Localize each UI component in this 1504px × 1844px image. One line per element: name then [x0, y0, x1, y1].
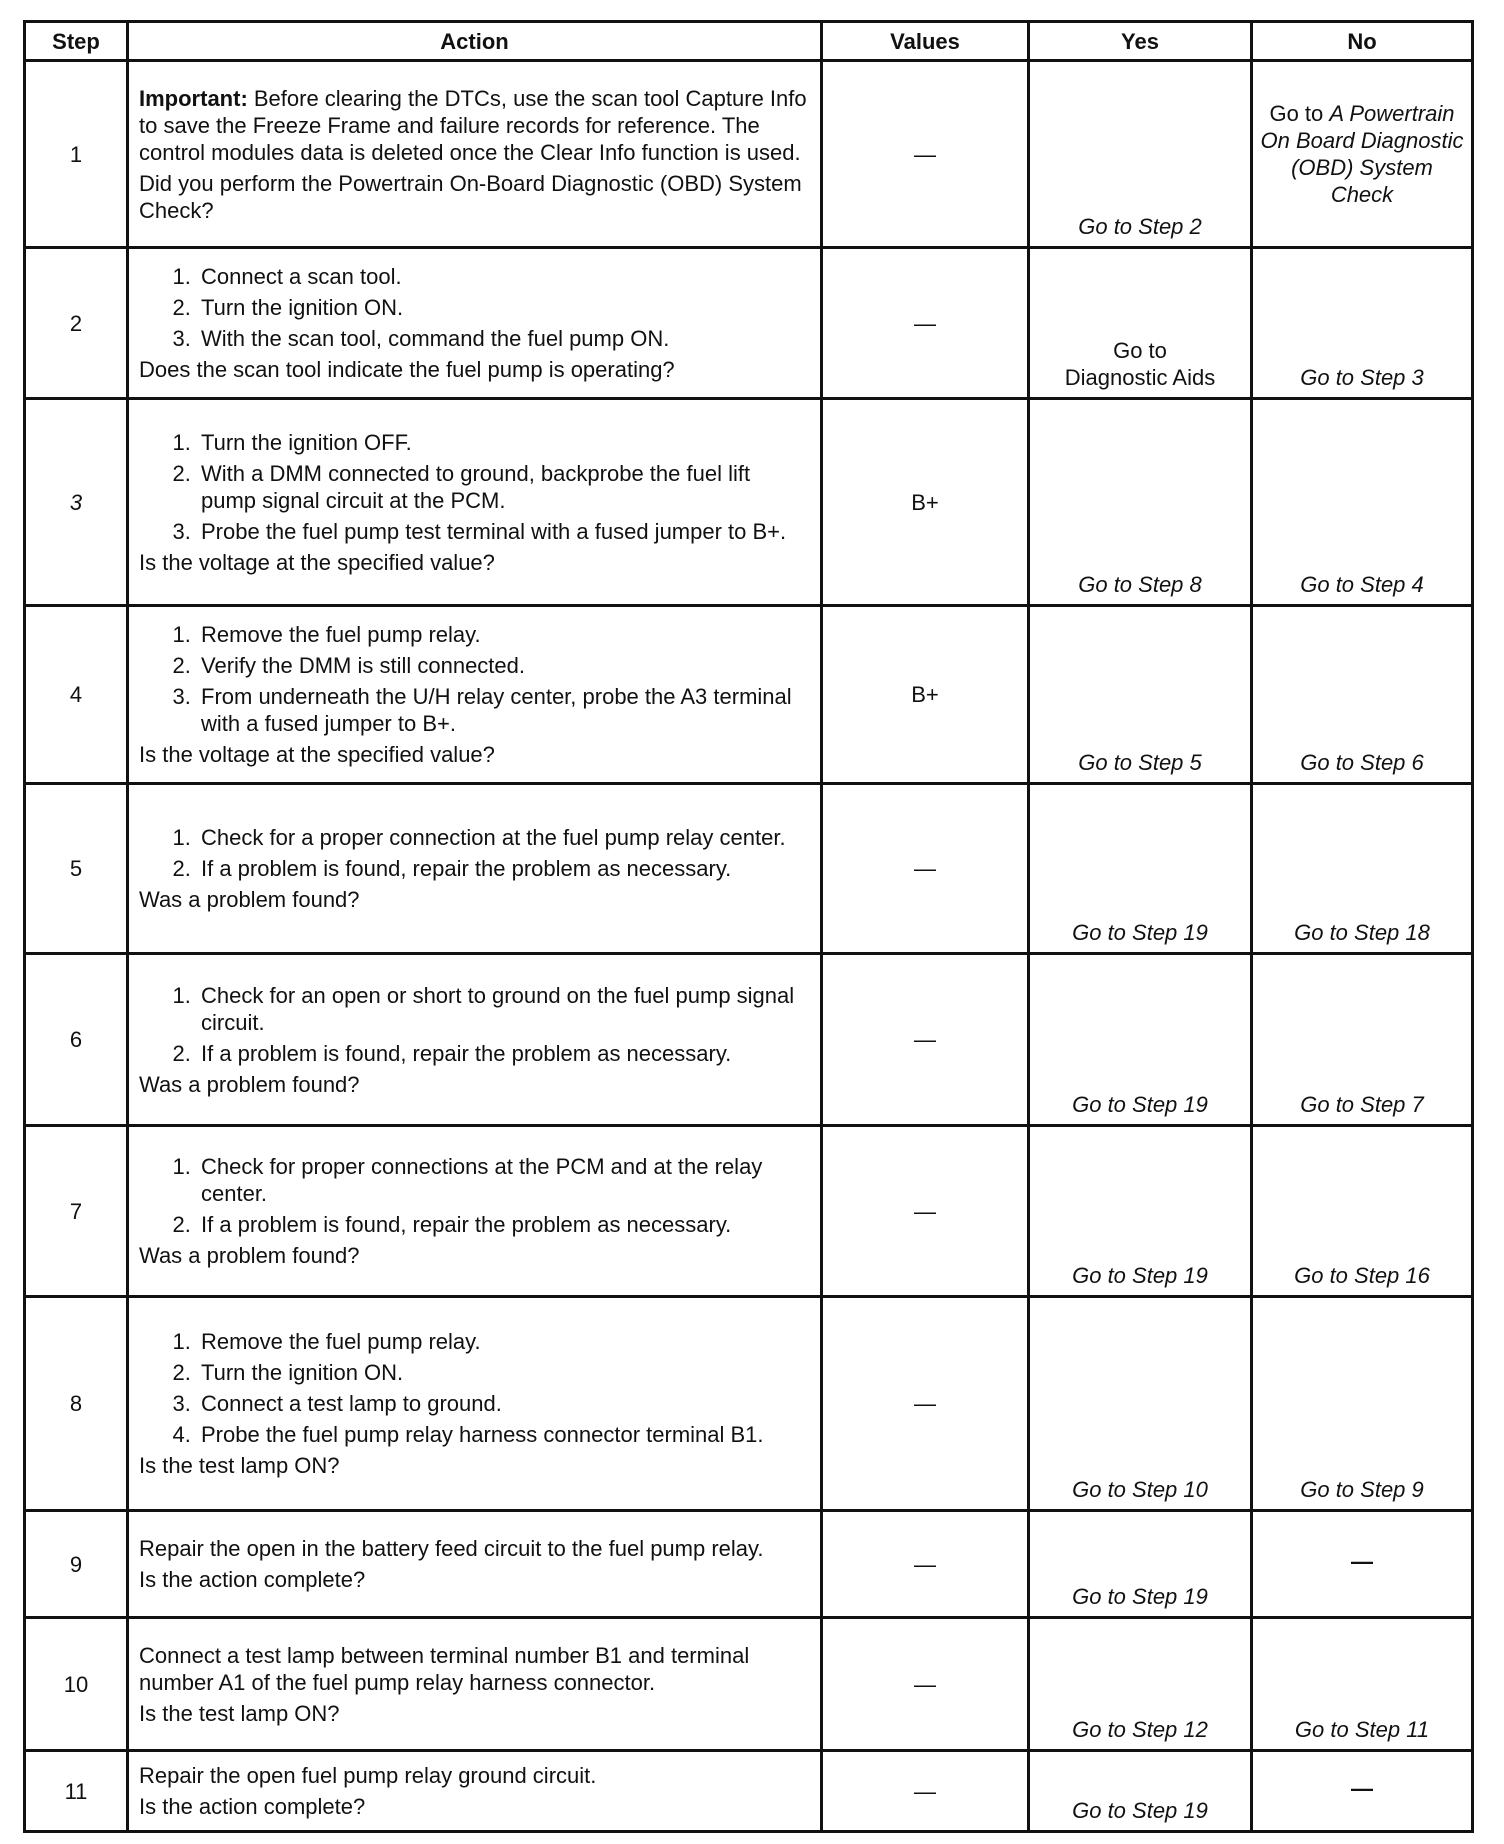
action-step: 1. Remove the fuel pump relay.	[197, 621, 810, 648]
action-step: 2. Turn the ignition ON.	[197, 294, 810, 321]
action-step: 1. Check for proper connections at the PCM and at the relay center.	[197, 1153, 810, 1207]
action-step: 3. From underneath the U/H relay center, probe the A3 terminal with a fused jumper to B+.	[197, 683, 810, 737]
important-label: Important:	[139, 85, 248, 111]
yes-cell	[1029, 1751, 1252, 1832]
action-intro	[139, 1535, 810, 1562]
action-question: Was a problem found?	[139, 1243, 360, 1268]
table-row	[25, 1126, 1473, 1297]
action-steps	[139, 429, 810, 545]
action-cell	[128, 399, 822, 606]
yes-link[interactable]: Go to Step 19	[1072, 1798, 1208, 1823]
action-step: 2. If a problem is found, repair the problem as necessary.	[197, 1040, 810, 1067]
yes-cell	[1029, 1511, 1252, 1618]
table-row	[25, 248, 1473, 399]
step-number: 10	[25, 1618, 128, 1751]
action-step: 2. If a problem is found, repair the problem as necessary.	[197, 855, 810, 882]
value-cell: —	[822, 61, 1029, 248]
no-cell	[1252, 1126, 1473, 1297]
action-intro	[139, 1762, 810, 1789]
action-cell	[128, 784, 822, 954]
value-cell: —	[822, 248, 1029, 399]
no-link[interactable]: A Powertrain On Board Diagnostic (OBD) System Check	[1260, 101, 1464, 207]
table-row	[25, 606, 1473, 784]
table-row	[25, 954, 1473, 1126]
table-row	[25, 1297, 1473, 1511]
action-steps	[139, 1328, 810, 1448]
yes-link[interactable]: Go to Step 8	[1078, 572, 1202, 597]
action-intro	[139, 1642, 810, 1696]
value-cell: —	[822, 1618, 1029, 1751]
no-link[interactable]: Go to Step 7	[1300, 1092, 1424, 1117]
action-question: Is the test lamp ON?	[139, 1700, 340, 1726]
no-link: —	[1351, 1775, 1373, 1801]
action-cell	[128, 1297, 822, 1511]
yes-link[interactable]: Go to Step 10	[1072, 1477, 1208, 1502]
action-question: Was a problem found?	[139, 887, 360, 912]
value-cell: —	[822, 1126, 1029, 1297]
no-cell	[1252, 61, 1473, 248]
yes-link[interactable]: Go to Step 19	[1072, 1584, 1208, 1609]
no-link: —	[1351, 1548, 1373, 1574]
header-row	[25, 22, 1473, 61]
no-cell	[1252, 399, 1473, 606]
no-cell	[1252, 248, 1473, 399]
no-link[interactable]: Go to Step 4	[1300, 572, 1424, 597]
no-link[interactable]: Go to Step 18	[1294, 920, 1430, 945]
step-number: 6	[25, 954, 128, 1126]
step-number: 7	[25, 1126, 128, 1297]
action-question: Does the scan tool indicate the fuel pump is operating?	[139, 357, 675, 382]
action-step: 2. Turn the ignition ON.	[197, 1359, 810, 1386]
no-link[interactable]: Go to Step 6	[1300, 750, 1424, 775]
action-step: 1. Check for an open or short to ground on the fuel pump signal circuit.	[197, 982, 810, 1036]
value-cell: —	[822, 784, 1029, 954]
action-question: Is the voltage at the specified value?	[139, 549, 495, 575]
yes-cell	[1029, 1618, 1252, 1751]
header-yes: Yes	[1029, 22, 1252, 61]
table-row	[25, 61, 1473, 248]
action-steps	[139, 824, 810, 882]
intro-text: Repair the open fuel pump relay ground circuit.	[139, 1763, 597, 1788]
diagnostic-table	[23, 20, 1474, 1833]
step-number: 1	[25, 61, 128, 248]
no-cell	[1252, 954, 1473, 1126]
value-cell: B+	[822, 399, 1029, 606]
step-number: 4	[25, 606, 128, 784]
action-question: Is the action complete?	[139, 1794, 366, 1819]
table-row	[25, 1511, 1473, 1618]
action-cell	[128, 954, 822, 1126]
action-question: Was a problem found?	[139, 1071, 360, 1097]
yes-cell	[1029, 248, 1252, 399]
header-step: Step	[25, 22, 128, 61]
no-link[interactable]: Go to Step 16	[1294, 1263, 1430, 1288]
action-steps	[139, 982, 810, 1067]
header-values: Values	[822, 22, 1029, 61]
table-row	[25, 1618, 1473, 1751]
step-number: 9	[25, 1511, 128, 1618]
value-cell: B+	[822, 606, 1029, 784]
action-step: 2. If a problem is found, repair the problem as necessary.	[197, 1211, 810, 1238]
action-cell	[128, 606, 822, 784]
action-cell	[128, 1618, 822, 1751]
no-cell	[1252, 1297, 1473, 1511]
no-cell	[1252, 1618, 1473, 1751]
no-link[interactable]: Go to Step 11	[1294, 1717, 1430, 1742]
action-steps	[139, 263, 810, 352]
action-steps	[139, 1153, 810, 1238]
action-question: Is the voltage at the specified value?	[139, 742, 495, 767]
action-step: 1. Remove the fuel pump relay.	[197, 1328, 810, 1355]
action-question: Is the action complete?	[139, 1567, 366, 1592]
yes-cell	[1029, 399, 1252, 606]
intro-text: Before clearing the DTCs, use the scan tool Capture Info to save the Freeze Frame and failure records for reference. The control modules data is deleted once the Clear Info function is used.	[139, 85, 807, 165]
intro-text: Repair the open in the battery feed circuit to the fuel pump relay.	[139, 1536, 764, 1561]
value-cell: —	[822, 1297, 1029, 1511]
step-number: 5	[25, 784, 128, 954]
header-action: Action	[128, 22, 822, 61]
step-number: 11	[25, 1751, 128, 1832]
action-question: Did you perform the Powertrain On-Board Diagnostic (OBD) System Check?	[139, 170, 802, 223]
no-cell	[1252, 784, 1473, 954]
action-question: Is the test lamp ON?	[139, 1453, 340, 1478]
action-cell	[128, 61, 822, 248]
table-row	[25, 784, 1473, 954]
yes-cell	[1029, 1126, 1252, 1297]
intro-text: Connect a test lamp between terminal number B1 and terminal number A1 of the fuel pump relay harness connector.	[139, 1642, 750, 1695]
step-number: 3	[25, 399, 128, 606]
value-cell: —	[822, 1751, 1029, 1832]
action-step: 2. With a DMM connected to ground, backprobe the fuel lift pump signal circuit at the PCM.	[197, 460, 810, 514]
action-intro	[139, 85, 810, 166]
step-number: 2	[25, 248, 128, 399]
yes-link[interactable]: Go to Step 19	[1072, 1092, 1208, 1117]
action-step: 1. Connect a scan tool.	[197, 263, 810, 290]
action-cell	[128, 1751, 822, 1832]
no-cell	[1252, 606, 1473, 784]
value-cell: —	[822, 1511, 1029, 1618]
yes-link[interactable]: Go to Step 19	[1072, 1263, 1208, 1288]
yes-link[interactable]: Go to Diagnostic Aids	[1064, 338, 1216, 390]
value-cell: —	[822, 954, 1029, 1126]
action-cell	[128, 1511, 822, 1618]
action-step: 3. With the scan tool, command the fuel pump ON.	[197, 325, 810, 352]
action-step: 1. Turn the ignition OFF.	[197, 429, 810, 456]
table-row	[25, 399, 1473, 606]
table-row	[25, 1751, 1473, 1832]
yes-cell	[1029, 954, 1252, 1126]
no-link[interactable]: Go to Step 9	[1300, 1477, 1424, 1502]
yes-cell	[1029, 61, 1252, 248]
yes-link[interactable]: Go to Step 12	[1072, 1717, 1208, 1742]
yes-cell	[1029, 1297, 1252, 1511]
yes-link[interactable]: Go to Step 19	[1072, 920, 1208, 945]
action-step: 3. Probe the fuel pump test terminal with a fused jumper to B+.	[197, 518, 810, 545]
no-cell	[1252, 1751, 1473, 1832]
action-step: 4. Probe the fuel pump relay harness connector terminal B1.	[197, 1421, 810, 1448]
yes-link[interactable]: Go to Step 2	[1078, 214, 1202, 239]
action-step: 1. Check for a proper connection at the fuel pump relay center.	[197, 824, 810, 851]
header-no: No	[1252, 22, 1473, 61]
action-step: 3. Connect a test lamp to ground.	[197, 1390, 810, 1417]
no-link[interactable]: Go to Step 3	[1300, 365, 1424, 390]
yes-link[interactable]: Go to Step 5	[1078, 750, 1202, 775]
action-cell	[128, 1126, 822, 1297]
action-cell	[128, 248, 822, 399]
no-cell	[1252, 1511, 1473, 1618]
no-prefix: Go to	[1269, 101, 1330, 126]
action-step: 2. Verify the DMM is still connected.	[197, 652, 810, 679]
yes-cell	[1029, 784, 1252, 954]
action-steps	[139, 621, 810, 737]
yes-cell	[1029, 606, 1252, 784]
step-number: 8	[25, 1297, 128, 1511]
